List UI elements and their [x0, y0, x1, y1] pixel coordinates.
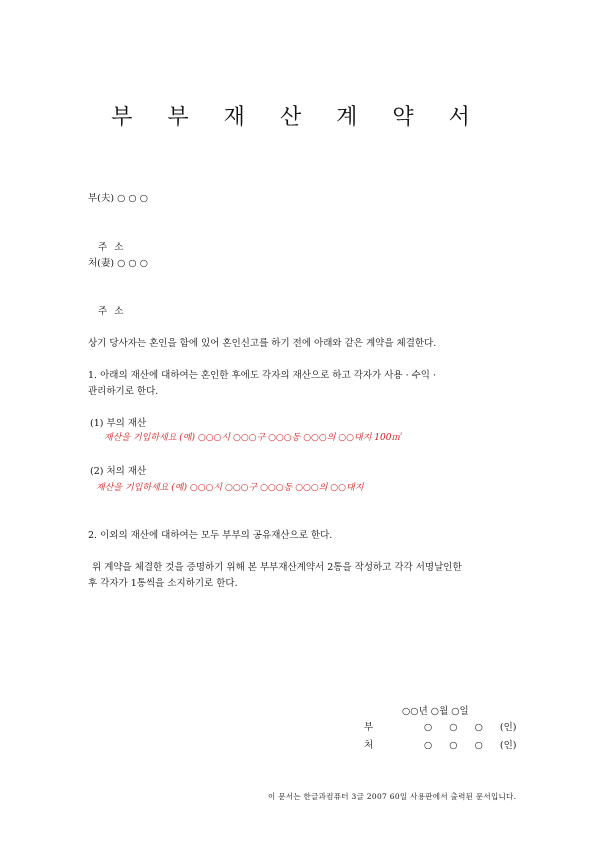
signature-wife-marks: ○ ○ ○ (인) [424, 740, 517, 751]
signature-husband-label: 부 [364, 722, 374, 733]
husband-address-label: 주 소 [98, 242, 124, 253]
husband-property-example: 재산을 기입하세요 (예) ○○○시 ○○○구 ○○○동 ○○○의 ○○대지 100㎡ [104, 433, 401, 443]
signature-date: ○○년 ○월 ○일 [402, 706, 469, 717]
husband-label: 부(夫) ○ ○ ○ [88, 193, 149, 204]
closing-line2: 후 각자가 1통씩을 소지하기로 한다. [88, 578, 238, 589]
wife-property-heading: (2) 처의 재산 [90, 466, 147, 477]
husband-property-heading: (1) 부의 재산 [90, 418, 147, 429]
intro-text: 상기 당사자는 혼인을 함에 있어 혼인신고를 하기 전에 아래와 같은 계약을 체결한다. [88, 338, 437, 349]
clause1-line2: 관리하기로 한다. [88, 386, 159, 397]
signature-husband-marks: ○ ○ ○ (인) [424, 722, 517, 733]
clause1-line1: 1. 아래의 재산에 대하여는 혼인한 후에도 각자의 재산으로 하고 각자가 사용 · 수익 · [88, 370, 437, 381]
wife-label: 처(妻) ○ ○ ○ [88, 258, 149, 269]
document-title: 부 부 재 산 계 약 서 [111, 105, 484, 130]
footer-notice: 이 문서는 한글과컴퓨터 3글 2007 60일 사용판에서 출력된 문서입니다. [268, 792, 517, 801]
clause2-text: 2. 이외의 재산에 대하여는 모두 부부의 공유재산으로 한다. [88, 530, 333, 541]
wife-address-label: 주 소 [98, 306, 124, 317]
wife-property-example: 재산을 기입하세요 (예) ○○○시 ○○○구 ○○○동 ○○○의 ○○대지 [96, 483, 364, 493]
closing-line1: 위 계약을 체결한 것을 증명하기 위해 본 부부재산계약서 2통을 작성하고 각각 서명날인한 [92, 562, 462, 573]
signature-wife-label: 처 [364, 740, 374, 751]
